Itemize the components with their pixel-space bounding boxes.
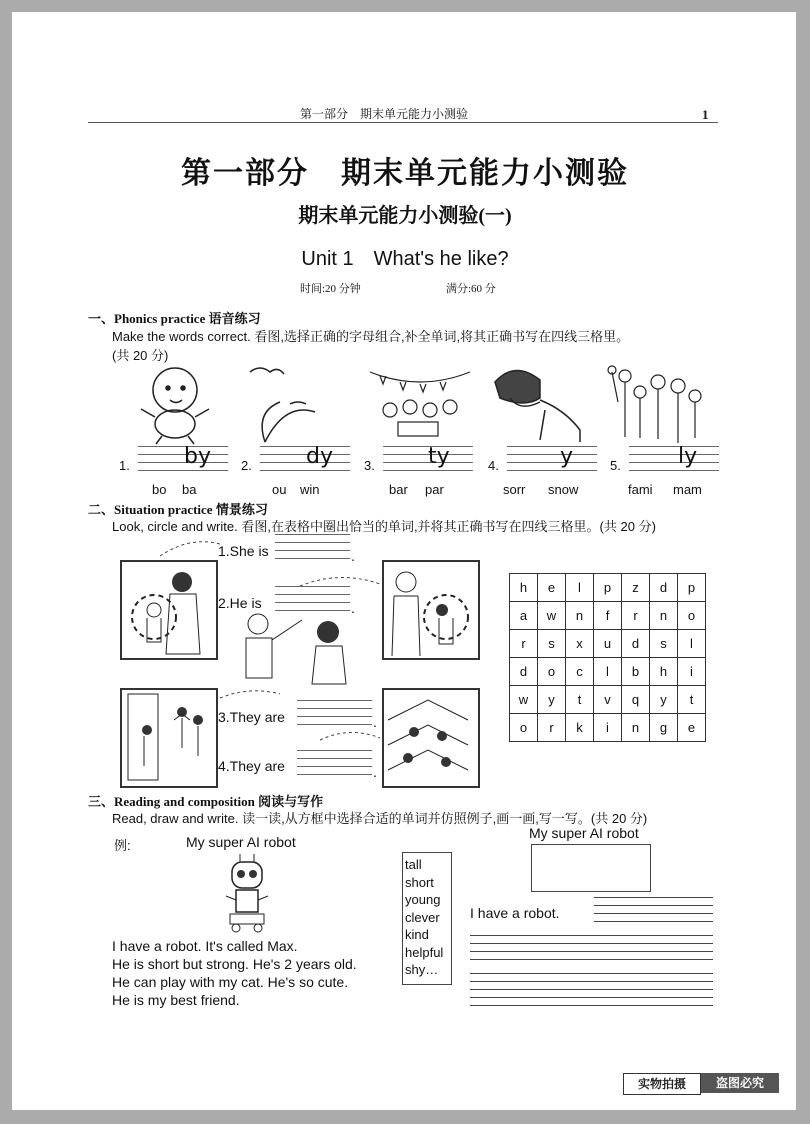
grid-cell[interactable]: n	[650, 602, 678, 630]
option: ba	[182, 482, 197, 497]
word-bank-item: young	[405, 892, 441, 907]
grid-cell[interactable]: o	[538, 658, 566, 686]
item-number: 4.	[488, 458, 499, 473]
grid-cell[interactable]: n	[622, 714, 650, 742]
option: ou	[272, 482, 287, 497]
four-line-grid	[507, 446, 597, 472]
grid-cell[interactable]: y	[538, 686, 566, 714]
grid-cell[interactable]: w	[510, 686, 538, 714]
phonics-answers	[112, 444, 732, 504]
grid-row	[510, 630, 706, 658]
quiz-title: 期末单元能力小测验(一)	[298, 205, 512, 227]
grid-cell[interactable]: l	[566, 574, 594, 602]
grid-cell[interactable]: d	[622, 630, 650, 658]
option: bar	[389, 482, 408, 497]
writing-line[interactable]	[470, 997, 713, 998]
word-search-grid[interactable]	[509, 573, 706, 742]
grid-row	[510, 658, 706, 686]
grid-cell[interactable]: h	[510, 574, 538, 602]
writing-line[interactable]	[594, 913, 713, 914]
grid-cell[interactable]: z	[622, 574, 650, 602]
drawing-box[interactable]	[531, 844, 651, 892]
grid-cell[interactable]: t	[566, 686, 594, 714]
option: win	[300, 482, 320, 497]
grid-cell[interactable]: h	[650, 658, 678, 686]
word-bank	[402, 852, 452, 985]
writing-line[interactable]	[470, 943, 713, 944]
grid-cell[interactable]: r	[510, 630, 538, 658]
grid-cell[interactable]: c	[566, 658, 594, 686]
writing-line[interactable]	[470, 959, 713, 960]
grid-cell[interactable]: d	[650, 574, 678, 602]
writing-line[interactable]	[470, 935, 713, 936]
grid-row	[510, 714, 706, 742]
written-letters: y	[560, 444, 574, 469]
grid-row	[510, 602, 706, 630]
answer-grid-4[interactable]	[297, 750, 372, 776]
grid-cell[interactable]: l	[678, 630, 706, 658]
full-score: 满分:60 分	[446, 283, 496, 295]
writing-line[interactable]	[594, 921, 713, 922]
grid-cell[interactable]: s	[538, 630, 566, 658]
writing-line[interactable]	[470, 951, 713, 952]
grid-cell[interactable]: u	[594, 630, 622, 658]
grid-cell[interactable]: v	[594, 686, 622, 714]
prompt-3: 3.They are	[218, 709, 285, 725]
unit-title: Unit 1 What's he like?	[301, 248, 509, 270]
four-line-grid	[629, 446, 719, 472]
answer-grid-2[interactable]	[275, 586, 350, 612]
page-title: 第一部分 期末单元能力小测验	[181, 157, 629, 190]
grid-cell[interactable]: w	[538, 602, 566, 630]
task-title: My super AI robot	[529, 825, 639, 841]
example-passage	[112, 937, 357, 1009]
writing-line[interactable]	[594, 897, 713, 898]
stamp-real-photo: 实物拍摄	[623, 1073, 701, 1095]
four-line-grid	[260, 446, 350, 472]
task-start-sentence: I have a robot.	[470, 905, 560, 921]
time-limit: 时间:20 分钟	[300, 283, 361, 295]
grid-cell[interactable]: k	[566, 714, 594, 742]
grid-cell[interactable]: g	[650, 714, 678, 742]
option: mam	[673, 482, 702, 497]
word-bank-item: shy…	[405, 962, 439, 977]
grid-cell[interactable]: i	[594, 714, 622, 742]
item-number: 5.	[610, 458, 621, 473]
grid-cell[interactable]: q	[622, 686, 650, 714]
option: snow	[548, 482, 579, 497]
word-bank-item: clever	[405, 909, 440, 925]
section1-points: (共 20 分)	[112, 348, 169, 363]
grid-cell[interactable]: f	[594, 602, 622, 630]
period-mark: .	[351, 548, 355, 564]
section3-instruction: Read, draw and write. 读一读,从方框中选择合适的单词并仿照例子,画一画,写一写。(共 20 分)	[112, 811, 648, 826]
section2-instruction: Look, circle and write. 看图,在表格中圈出恰当的单词,并将其正确书写在四线三格里。(共 20 分)	[112, 519, 656, 534]
prompt-4: 4.They are	[218, 758, 285, 774]
grid-cell[interactable]: l	[594, 658, 622, 686]
four-line-grid	[138, 446, 228, 472]
option: sorr	[503, 482, 526, 497]
grid-cell[interactable]: b	[622, 658, 650, 686]
grid-cell[interactable]: p	[594, 574, 622, 602]
example-line: He is my best friend.	[112, 992, 240, 1008]
written-letters: ly	[678, 444, 698, 469]
grid-row	[510, 686, 706, 714]
party-picture	[370, 372, 470, 436]
grid-cell[interactable]: r	[622, 602, 650, 630]
grid-cell[interactable]: x	[566, 630, 594, 658]
stamp-no-copy: 盗图必究	[701, 1073, 779, 1093]
example-line: He can play with my cat. He's so cute.	[112, 974, 349, 990]
writing-line[interactable]	[470, 973, 713, 974]
grid-cell[interactable]: d	[510, 658, 538, 686]
grid-cell[interactable]: p	[678, 574, 706, 602]
option: bo	[152, 482, 167, 497]
writing-line[interactable]	[470, 989, 713, 990]
word-bank-item: kind	[405, 927, 429, 942]
option: fami	[628, 482, 653, 497]
grid-cell[interactable]: o	[678, 602, 706, 630]
word-bank-item: helpful	[405, 944, 444, 960]
item-number: 1.	[119, 458, 130, 473]
written-letters: by	[184, 444, 211, 469]
answer-grid-1[interactable]	[275, 534, 350, 560]
window-picture	[250, 368, 315, 442]
section1-instruction: Make the words correct. 看图,选择正确的字母组合,补全单词,将其正确书写在四线三格里。	[112, 329, 630, 344]
item-number: 3.	[364, 458, 375, 473]
phonics-pictures	[130, 362, 730, 447]
family-picture	[608, 366, 701, 443]
sorry-picture	[495, 370, 580, 442]
period-mark: .	[373, 764, 377, 780]
writing-line[interactable]	[470, 981, 713, 982]
grid-cell[interactable]: i	[678, 658, 706, 686]
section2-heading: 二、Situation practice 情景练习	[88, 502, 268, 517]
running-header: 第一部分 期末单元能力小测验	[300, 107, 469, 121]
word-bank-item: tall	[405, 857, 422, 872]
period-mark: .	[373, 714, 377, 730]
period-mark: .	[351, 600, 355, 616]
option: par	[425, 482, 444, 497]
example-line: I have a robot. It's called Max.	[112, 938, 298, 954]
grid-cell[interactable]: a	[510, 602, 538, 630]
writing-line[interactable]	[594, 905, 713, 906]
answer-grid-3[interactable]	[297, 700, 372, 726]
page-number: 1	[702, 107, 709, 122]
grid-cell[interactable]: r	[538, 714, 566, 742]
section1-heading: 一、Phonics practice 语音练习	[88, 311, 261, 326]
example-line: He is short but strong. He's 2 years old.	[112, 956, 357, 972]
written-letters: dy	[306, 444, 333, 469]
prompt-2: 2.He is	[218, 595, 262, 611]
word-bank-item: short	[405, 874, 434, 890]
grid-cell[interactable]: t	[678, 686, 706, 714]
grid-cell[interactable]: s	[650, 630, 678, 658]
section3-heading: 三、Reading and composition 阅读与写作	[88, 794, 324, 809]
callout-lines	[160, 530, 400, 780]
prompt-1: 1.She is	[218, 543, 269, 559]
grid-row	[510, 574, 706, 602]
baby-picture	[141, 368, 209, 444]
grid-cell[interactable]: y	[650, 686, 678, 714]
writing-line[interactable]	[470, 1005, 713, 1006]
example-title: My super AI robot	[186, 834, 296, 850]
grid-cell[interactable]: e	[678, 714, 706, 742]
written-letters: ty	[428, 444, 450, 469]
example-label: 例:	[114, 838, 131, 853]
robot-drawing	[222, 852, 272, 934]
grid-cell[interactable]: e	[538, 574, 566, 602]
item-number: 2.	[241, 458, 252, 473]
grid-cell[interactable]: n	[566, 602, 594, 630]
header-rule	[88, 122, 718, 123]
grid-cell[interactable]: o	[510, 714, 538, 742]
